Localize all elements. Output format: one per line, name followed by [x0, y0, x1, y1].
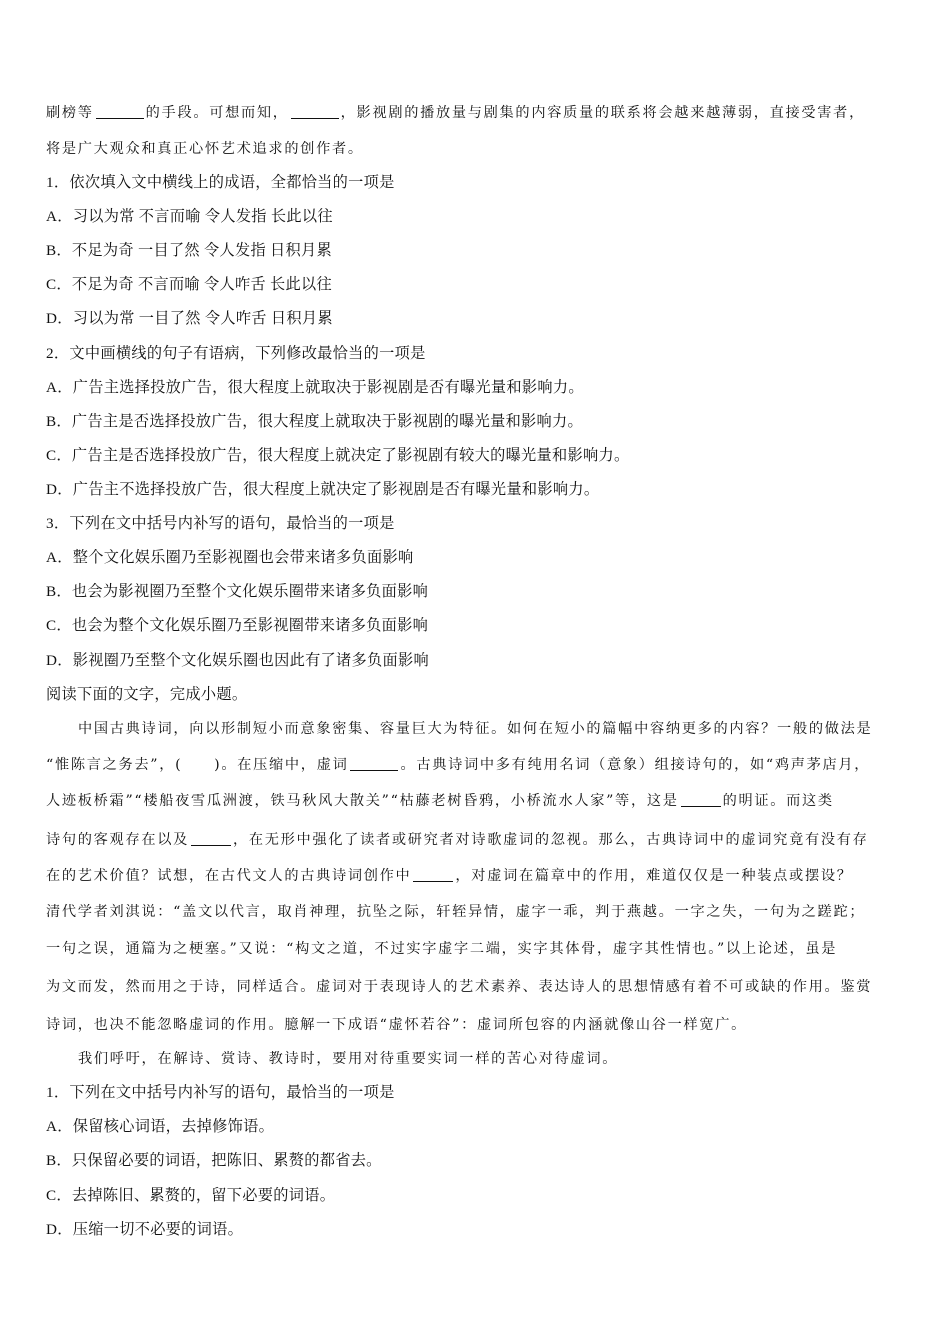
blank-line	[96, 103, 144, 119]
option-c: C．也会为整个文化娱乐圈乃至影视圈带来诸多负面影响	[46, 617, 429, 634]
passage2-line-5	[46, 866, 916, 886]
text-segment: 。古典诗词中多有纯用名词（意象）组接诗句的，如“鸡声茅店月，	[400, 757, 871, 773]
blank-line	[291, 103, 339, 119]
option-d: D．压缩一切不必要的词语。	[46, 1221, 244, 1238]
blank-line	[350, 755, 398, 771]
blank-line	[413, 866, 453, 882]
option-b: B．广告主是否选择投放广告，很大程度上就取决于影视剧的曝光量和影响力。	[46, 413, 584, 430]
text-segment: “惟陈言之务去”，( )。在压缩中，虚词	[46, 757, 349, 773]
option-a: A．广告主选择投放广告，很大程度上就取决于影视剧是否有曝光量和影响力。	[46, 379, 584, 396]
option-b: B．也会为影视圈乃至整个文化娱乐圈带来诸多负面影响	[46, 583, 429, 600]
option-c: C．广告主是否选择投放广告，很大程度上就决定了影视剧有较大的曝光量和影响力。	[46, 447, 630, 464]
text-segment: 诗句的客观存在以及	[46, 832, 189, 848]
text-segment: 的手段。可想而知，	[145, 105, 289, 121]
option-c: C．不足为奇 不言而喻 令人咋舌 长此以往	[46, 276, 333, 293]
text-segment: ，影视剧的播放量与剧集的内容质量的联系将会越来越薄弱，直接受害者，	[340, 105, 865, 121]
passage2-line-7: 一句之误，通篇为之梗塞。”又说：“构文之道，不过实字虚字二端，实字其体骨，虚字其性情也。”以上论述，虽是	[46, 941, 838, 957]
text-segment: 在的艺术价值？试想，在古代文人的古典诗词创作中	[46, 868, 412, 884]
passage1-line-1	[46, 103, 916, 123]
reading-instruction: 阅读下面的文字，完成小题。	[46, 686, 248, 703]
passage1-line-2: 将是广大观众和真正心怀艺术追求的创作者。	[46, 141, 364, 157]
option-b: B．只保留必要的词语，把陈旧、累赘的都省去。	[46, 1152, 382, 1169]
passage2-line-10: 我们呼吁，在解诗、赏诗、教诗时，要用对待重要实词一样的苦心对待虚词。	[78, 1051, 619, 1067]
passage2-line-6: 清代学者刘淇说：“盖文以代言，取肖神理，抗坠之际，轩轾异情，虚字一乖，判于燕越。一字之失，一句为之蹉跎；	[46, 904, 866, 920]
text-segment: ，在无形中强化了读者或研究者对诗歌虚词的忽视。那么，古典诗词中的虚词究竟有没有存	[233, 832, 869, 848]
text-segment: 刷榜等	[46, 105, 94, 121]
option-a: A．习以为常 不言而喻 令人发指 长此以往	[46, 208, 333, 225]
passage2-line-8: 为文而发，然而用之于诗，同样适合。虚词对于表现诗人的艺术素养、表达诗人的思想情感有着不可或缺的作用。鉴赏	[46, 979, 873, 995]
option-d: D．广告主不选择投放广告，很大程度上就决定了影视剧是否有曝光量和影响力。	[46, 481, 600, 498]
passage2-line-9: 诗词，也决不能忽略虚词的作用。臆解一下成语“虚怀若谷”：虚词所包容的内涵就像山谷一样宽广。	[46, 1017, 748, 1033]
question-stem: 1．下列在文中括号内补写的语句，最恰当的一项是	[46, 1084, 395, 1101]
blank-line	[681, 791, 721, 807]
option-d: D．影视圈乃至整个文化娱乐圈也因此有了诸多负面影响	[46, 652, 429, 669]
passage2-line-4	[46, 830, 916, 850]
passage2-line-1: 中国古典诗词，向以形制短小而意象密集、容量巨大为特征。如何在短小的篇幅中容纳更多的内容？一般的做法是	[78, 721, 873, 737]
option-a: A．保留核心词语，去掉修饰语。	[46, 1118, 275, 1135]
question-stem: 3．下列在文中括号内补写的语句，最恰当的一项是	[46, 515, 395, 532]
option-a: A．整个文化娱乐圈乃至影视圈也会带来诸多负面影响	[46, 549, 414, 566]
option-d: D．习以为常 一目了然 令人咋舌 日积月累	[46, 310, 333, 327]
question-stem: 1．依次填入文中横线上的成语，全都恰当的一项是	[46, 174, 395, 191]
blank-line	[191, 830, 231, 846]
passage2-line-2	[46, 755, 916, 775]
text-segment: ，对虚词在篇章中的作用，难道仅仅是一种装点或摆设？	[455, 868, 853, 884]
option-c: C．去掉陈旧、累赘的，留下必要的词语。	[46, 1187, 336, 1204]
text-segment: 的明证。而这类	[722, 793, 834, 809]
question-stem: 2．文中画横线的句子有语病，下列修改最恰当的一项是	[46, 345, 426, 362]
text-segment: 人迹板桥霜”“楼船夜雪瓜洲渡，铁马秋风大散关”“枯藤老树昏鸦，小桥流水人家”等，这是	[46, 793, 679, 809]
passage2-line-3	[46, 791, 916, 811]
option-b: B．不足为奇 一目了然 令人发指 日积月累	[46, 242, 333, 259]
